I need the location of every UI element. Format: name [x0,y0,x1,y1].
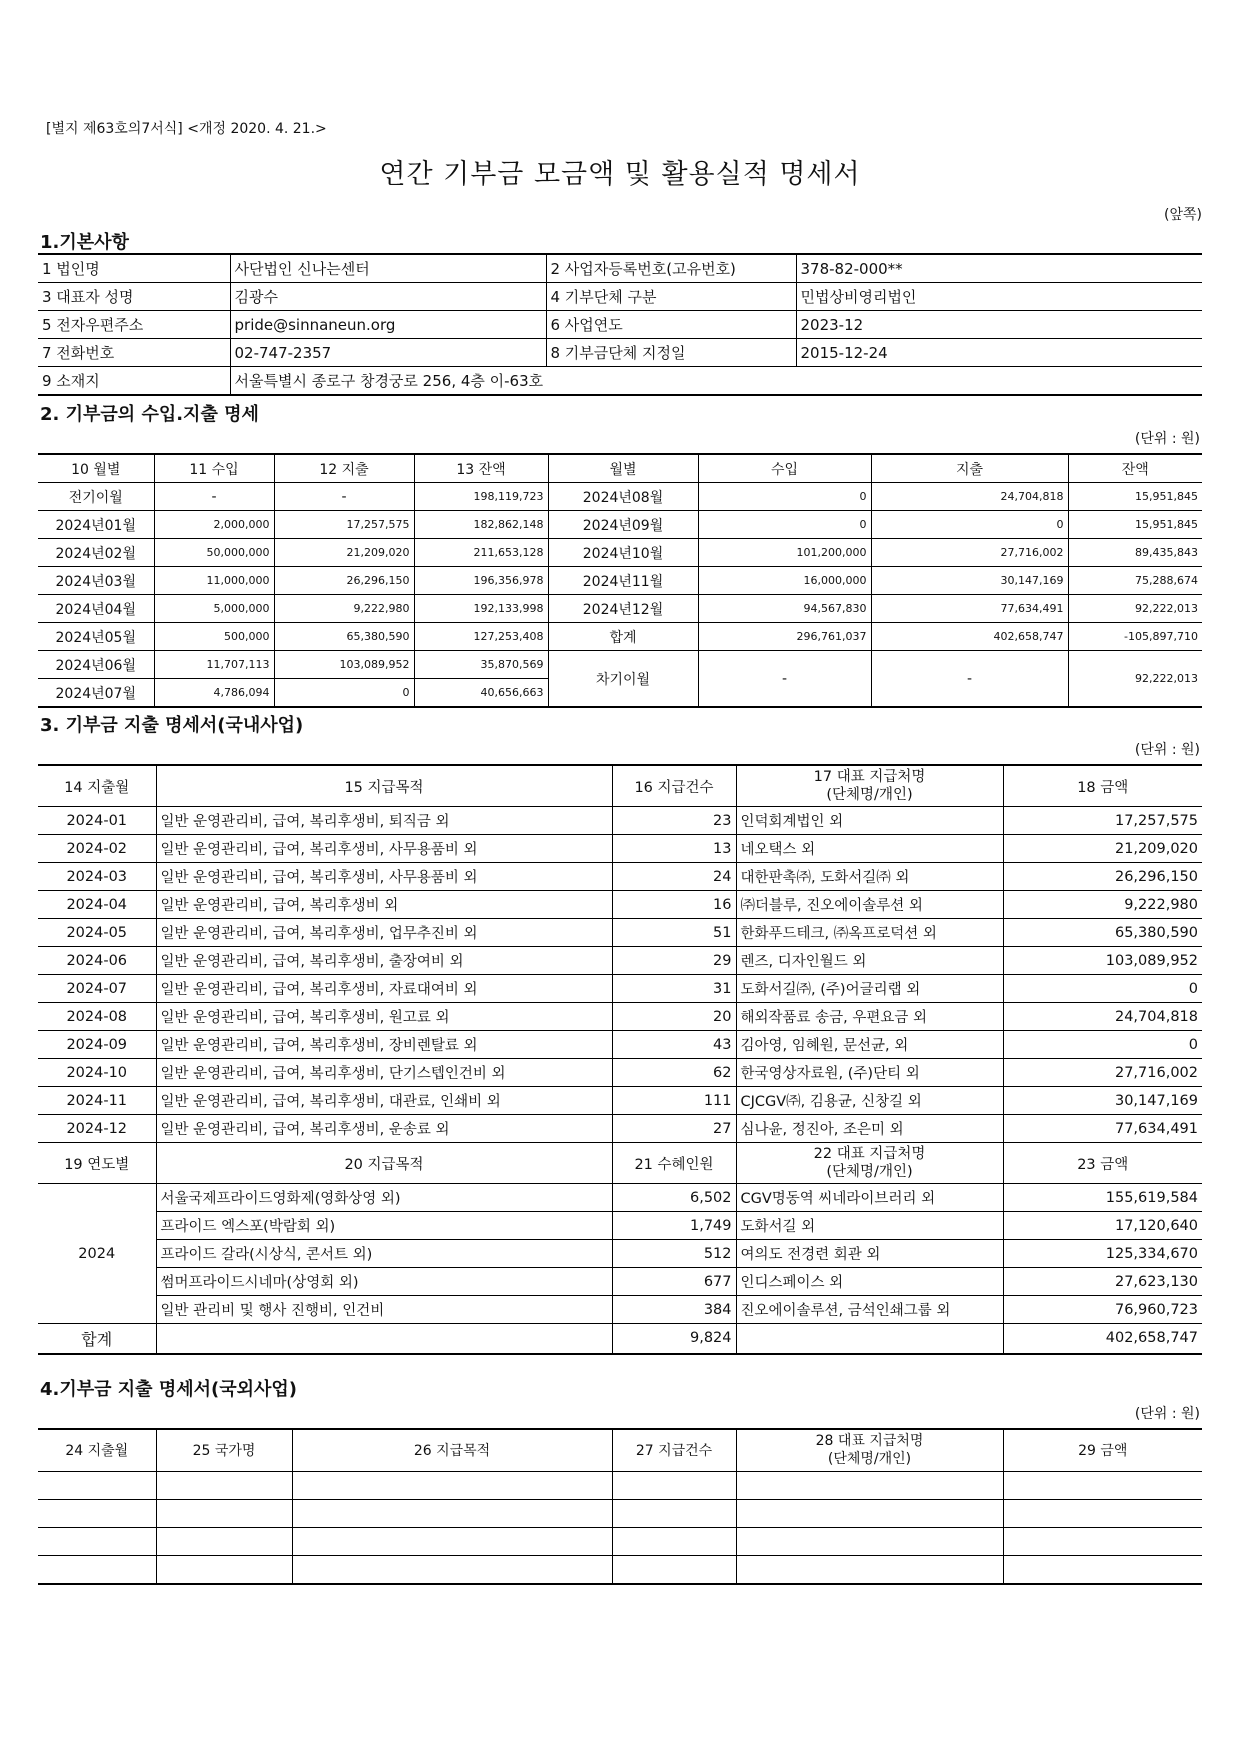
yearly-count: 677 [612,1268,736,1296]
foreign-empty-row [38,1499,1202,1527]
income-value-right: 15,951,845 [1068,511,1202,539]
expense-count: 51 [612,919,736,947]
domestic-row [38,835,1202,863]
expense-amount: 103,089,952 [1003,947,1202,975]
section-foreign-title: 4.기부금 지출 명세서(국외사업) [40,1379,298,1400]
income-value-right: 15,951,845 [1068,483,1202,511]
income-header-cell: 11 수입 [154,454,274,483]
income-value: 500,000 [154,623,274,651]
yearly-payee: 여의도 전경련 회관 외 [736,1240,1003,1268]
foreign-empty-row [38,1555,1202,1584]
expense-purpose: 일반 운영관리비, 급여, 복리후생비, 퇴직금 외 [156,807,612,835]
income-month: 2024년03월 [38,567,154,595]
yearly-amount: 155,619,584 [1003,1184,1202,1212]
domestic-header-cell: 20 지급목적 [156,1143,612,1184]
yearly-count: 1,749 [612,1212,736,1240]
expense-count: 62 [612,1059,736,1087]
section-income-title: 2. 기부금의 수입.지출 명세 [40,404,259,425]
income-month-right: 2024년10월 [548,539,698,567]
value-designation-date: 2015-12-24 [796,339,1202,367]
expense-payee: 김아영, 임혜원, 문선균, 외 [736,1031,1003,1059]
header-line: 17 대표 지급처명 [813,769,926,785]
yearly-row [38,1296,1202,1324]
value-rep-name: 김광수 [230,283,546,311]
foreign-empty-cell [1003,1499,1202,1527]
yearly-amount: 17,120,640 [1003,1212,1202,1240]
expense-purpose: 일반 운영관리비, 급여, 복리후생비, 대관료, 인쇄비 외 [156,1087,612,1115]
income-value-right: 75,288,674 [1068,567,1202,595]
expense-count: 111 [612,1087,736,1115]
expense-payee: 도화서길㈜, (주)어글리랩 외 [736,975,1003,1003]
income-value-right: 0 [698,483,871,511]
income-value-right: 92,222,013 [1068,651,1202,708]
yearly-row [38,1212,1202,1240]
expense-month: 2024-06 [38,947,156,975]
expense-count: 43 [612,1031,736,1059]
income-value: 21,209,020 [274,539,414,567]
expense-month: 2024-11 [38,1087,156,1115]
income-value-right: 94,567,830 [698,595,871,623]
income-value: 5,000,000 [154,595,274,623]
yearly-count: 512 [612,1240,736,1268]
income-value: 2,000,000 [154,511,274,539]
value-fiscal-year: 2023-12 [796,311,1202,339]
expense-purpose: 일반 운영관리비, 급여, 복리후생비, 사무용품비 외 [156,835,612,863]
expense-payee: 네오택스 외 [736,835,1003,863]
domestic-row [38,891,1202,919]
label-phone: 7 전화번호 [38,339,230,367]
domestic-row [38,1031,1202,1059]
income-value: 182,862,148 [414,511,548,539]
income-row [38,595,1202,623]
domestic-header-cell: 15 지급목적 [156,765,612,807]
income-value: 9,222,980 [274,595,414,623]
foreign-empty-cell [156,1499,292,1527]
expense-payee: 심나윤, 정진아, 조은미 외 [736,1115,1003,1143]
expense-amount: 21,209,020 [1003,835,1202,863]
yearly-amount: 125,334,670 [1003,1240,1202,1268]
domestic-header-cell: 18 금액 [1003,765,1202,807]
income-value: - [274,483,414,511]
income-month-right: 합계 [548,623,698,651]
value-phone: 02-747-2357 [230,339,546,367]
foreign-empty-cell [1003,1555,1202,1584]
expense-month: 2024-12 [38,1115,156,1143]
foreign-header-cell [736,1429,1003,1471]
expense-amount: 24,704,818 [1003,1003,1202,1031]
income-value: 103,089,952 [274,651,414,679]
value-address: 서울특별시 종로구 창경궁로 256, 4층 이-63호 [230,367,1202,396]
form-reference: [별지 제63호의7서식] <개정 2020. 4. 21.> [46,121,327,137]
foreign-empty-cell [292,1555,612,1584]
income-header-cell: 잔액 [1068,454,1202,483]
foreign-table [38,1428,1202,1585]
income-value: 192,133,998 [414,595,548,623]
expense-purpose: 일반 운영관리비, 급여, 복리후생비, 사무용품비 외 [156,863,612,891]
foreign-header-cell: 27 지급건수 [612,1429,736,1471]
section-domestic-title: 3. 기부금 지출 명세서(국내사업) [40,715,304,736]
foreign-empty-cell [156,1527,292,1555]
income-unit: (단위 : 원) [1134,431,1200,447]
expense-purpose: 일반 운영관리비, 급여, 복리후생비, 운송료 외 [156,1115,612,1143]
expense-count: 13 [612,835,736,863]
foreign-empty-cell [612,1471,736,1499]
yearly-purpose: 프라이드 엑스포(박람회 외) [156,1212,612,1240]
income-value: 211,653,128 [414,539,548,567]
total-purpose-empty [156,1324,612,1354]
domestic-header-cell [736,765,1003,807]
income-value-right: -105,897,710 [1068,623,1202,651]
yearly-payee: 인디스페이스 외 [736,1268,1003,1296]
income-header-cell: 월별 [548,454,698,483]
total-label: 합계 [38,1324,156,1354]
foreign-empty-cell [38,1555,156,1584]
income-value: - [154,483,274,511]
income-row [38,511,1202,539]
income-value-right: - [698,651,871,708]
expense-amount: 27,716,002 [1003,1059,1202,1087]
income-value: 0 [274,679,414,708]
domestic-row [38,1115,1202,1143]
yearly-row [38,1240,1202,1268]
income-row [38,483,1202,511]
income-value: 40,656,663 [414,679,548,708]
domestic-row [38,807,1202,835]
foreign-header-cell: 26 지급목적 [292,1429,612,1471]
income-value-right: 296,761,037 [698,623,871,651]
expense-month: 2024-08 [38,1003,156,1031]
income-header-cell: 지출 [871,454,1068,483]
expense-count: 29 [612,947,736,975]
domestic-header-cell: 21 수혜인원 [612,1143,736,1184]
income-value-right: - [871,651,1068,708]
income-value-right: 92,222,013 [1068,595,1202,623]
expense-amount: 0 [1003,975,1202,1003]
income-header-cell: 12 지출 [274,454,414,483]
income-month-right: 2024년12월 [548,595,698,623]
front-side-mark: (앞쪽) [1164,207,1202,223]
foreign-unit: (단위 : 원) [1134,1406,1200,1422]
header-line: 22 대표 지급처명 [813,1146,926,1162]
yearly-count: 6,502 [612,1184,736,1212]
expense-amount: 30,147,169 [1003,1087,1202,1115]
income-value-right: 0 [871,511,1068,539]
foreign-empty-cell [292,1527,612,1555]
expense-purpose: 일반 운영관리비, 급여, 복리후생비, 원고료 외 [156,1003,612,1031]
income-month: 2024년07월 [38,679,154,708]
label-designation-date: 8 기부금단체 지정일 [546,339,796,367]
label-address: 9 소재지 [38,367,230,396]
yearly-payee: 도화서길 외 [736,1212,1003,1240]
income-month: 2024년01월 [38,511,154,539]
income-value: 17,257,575 [274,511,414,539]
expense-month: 2024-05 [38,919,156,947]
expense-month: 2024-04 [38,891,156,919]
total-payee-empty [736,1324,1003,1354]
yearly-purpose: 서울국제프라이드영화제(영화상영 외) [156,1184,612,1212]
label-org-type: 4 기부단체 구분 [546,283,796,311]
expense-count: 20 [612,1003,736,1031]
label-corp-name: 1 법인명 [38,254,230,283]
expense-purpose: 일반 운영관리비, 급여, 복리후생비, 장비렌탈료 외 [156,1031,612,1059]
value-biz-number: 378-82-000** [796,254,1202,283]
value-org-type: 민법상비영리법인 [796,283,1202,311]
income-header-cell: 13 잔액 [414,454,548,483]
expense-month: 2024-01 [38,807,156,835]
expense-payee: 해외작품료 송금, 우편요금 외 [736,1003,1003,1031]
total-amount: 402,658,747 [1003,1324,1202,1354]
foreign-empty-cell [736,1555,1003,1584]
income-value: 127,253,408 [414,623,548,651]
total-row [38,1324,1202,1354]
expense-count: 24 [612,863,736,891]
income-value-right: 402,658,747 [871,623,1068,651]
foreign-empty-cell [612,1555,736,1584]
income-month: 2024년06월 [38,651,154,679]
expense-count: 27 [612,1115,736,1143]
expense-amount: 9,222,980 [1003,891,1202,919]
expense-payee: ㈜더블루, 진오에이솔루션 외 [736,891,1003,919]
expense-count: 16 [612,891,736,919]
header-line: 28 대표 지급처명 [815,1433,924,1450]
header-line: (단체명/개인) [826,1164,913,1180]
income-value: 11,707,113 [154,651,274,679]
income-value-right: 30,147,169 [871,567,1068,595]
foreign-empty-cell [1003,1471,1202,1499]
yearly-purpose: 썸머프라이드시네마(상영회 외) [156,1268,612,1296]
foreign-empty-cell [1003,1527,1202,1555]
income-month: 2024년05월 [38,623,154,651]
income-value: 4,786,094 [154,679,274,708]
expense-amount: 77,634,491 [1003,1115,1202,1143]
foreign-header-row [38,1429,1202,1471]
income-value-right: 77,634,491 [871,595,1068,623]
income-value-right: 24,704,818 [871,483,1068,511]
domestic-table [38,764,1202,1355]
foreign-empty-cell [612,1527,736,1555]
yearly-amount: 27,623,130 [1003,1268,1202,1296]
expense-purpose: 일반 운영관리비, 급여, 복리후생비, 단기스텝인건비 외 [156,1059,612,1087]
expense-month: 2024-03 [38,863,156,891]
yearly-header-row [38,1143,1202,1184]
yearly-row [38,1268,1202,1296]
expense-month: 2024-02 [38,835,156,863]
domestic-unit: (단위 : 원) [1134,742,1200,758]
foreign-empty-row [38,1527,1202,1555]
foreign-empty-cell [38,1499,156,1527]
domestic-header-cell [736,1143,1003,1184]
foreign-header-cell: 24 지출월 [38,1429,156,1471]
header-line: (단체명/개인) [827,1451,912,1468]
basic-info-table [38,253,1202,396]
expense-amount: 17,257,575 [1003,807,1202,835]
expense-count: 23 [612,807,736,835]
expense-payee: 인덕회계법인 외 [736,807,1003,835]
income-row [38,567,1202,595]
expense-amount: 26,296,150 [1003,863,1202,891]
yearly-year: 2024 [38,1184,156,1324]
foreign-empty-cell [156,1471,292,1499]
expense-amount: 0 [1003,1031,1202,1059]
expense-payee: CJCGV㈜, 김용균, 신창길 외 [736,1087,1003,1115]
foreign-empty-cell [736,1471,1003,1499]
foreign-empty-row [38,1471,1202,1499]
income-header-cell: 수입 [698,454,871,483]
label-biz-number: 2 사업자등록번호(고유번호) [546,254,796,283]
expense-payee: 한국영상자료원, (주)단티 외 [736,1059,1003,1087]
section-basic-title: 1.기본사항 [40,232,129,253]
foreign-empty-cell [612,1499,736,1527]
yearly-amount: 76,960,723 [1003,1296,1202,1324]
expense-amount: 65,380,590 [1003,919,1202,947]
expense-purpose: 일반 운영관리비, 급여, 복리후생비, 업무추진비 외 [156,919,612,947]
income-value: 11,000,000 [154,567,274,595]
domestic-header-cell: 14 지출월 [38,765,156,807]
income-month-right: 차기이월 [548,651,698,708]
income-value-right: 16,000,000 [698,567,871,595]
foreign-header-cell: 29 금액 [1003,1429,1202,1471]
expense-month: 2024-10 [38,1059,156,1087]
domestic-header-cell: 19 연도별 [38,1143,156,1184]
expense-payee: 한화푸드테크, ㈜옥프로덕션 외 [736,919,1003,947]
label-rep-name: 3 대표자 성명 [38,283,230,311]
expense-payee: 대한판촉㈜, 도화서길㈜ 외 [736,863,1003,891]
foreign-empty-cell [38,1471,156,1499]
domestic-row [38,1003,1202,1031]
domestic-header-row [38,765,1202,807]
income-table [38,453,1202,708]
foreign-empty-cell [736,1527,1003,1555]
income-month: 2024년04월 [38,595,154,623]
label-email: 5 전자우편주소 [38,311,230,339]
domestic-row [38,1059,1202,1087]
income-row [38,623,1202,651]
income-value: 198,119,723 [414,483,548,511]
header-line: (단체명/개인) [826,787,913,803]
foreign-empty-cell [156,1555,292,1584]
expense-payee: 렌즈, 디자인월드 외 [736,947,1003,975]
yearly-purpose: 일반 관리비 및 행사 진행비, 인건비 [156,1296,612,1324]
yearly-payee: 진오에이솔루션, 금석인쇄그룹 외 [736,1296,1003,1324]
value-corp-name: 사단법인 신나는센터 [230,254,546,283]
yearly-purpose: 프라이드 갈라(시상식, 콘서트 외) [156,1240,612,1268]
foreign-empty-cell [38,1527,156,1555]
income-month-right: 2024년09월 [548,511,698,539]
domestic-row [38,863,1202,891]
value-email: pride@sinnaneun.org [230,311,546,339]
income-value-right: 0 [698,511,871,539]
page-title: 연간 기부금 모금액 및 활용실적 명세서 [379,159,861,190]
income-month-right: 2024년08월 [548,483,698,511]
income-value: 50,000,000 [154,539,274,567]
expense-purpose: 일반 운영관리비, 급여, 복리후생비 외 [156,891,612,919]
domestic-row [38,919,1202,947]
income-value: 65,380,590 [274,623,414,651]
domestic-row [38,1087,1202,1115]
foreign-empty-cell [736,1499,1003,1527]
foreign-header-cell: 25 국가명 [156,1429,292,1471]
domestic-header-cell: 16 지급건수 [612,765,736,807]
label-fiscal-year: 6 사업연도 [546,311,796,339]
income-value-right: 89,435,843 [1068,539,1202,567]
expense-month: 2024-09 [38,1031,156,1059]
income-month: 2024년02월 [38,539,154,567]
income-value: 196,356,978 [414,567,548,595]
foreign-empty-cell [292,1499,612,1527]
income-row [38,651,1202,679]
total-count: 9,824 [612,1324,736,1354]
expense-purpose: 일반 운영관리비, 급여, 복리후생비, 출장여비 외 [156,947,612,975]
income-header-cell: 10 월별 [38,454,154,483]
expense-month: 2024-07 [38,975,156,1003]
foreign-empty-cell [292,1471,612,1499]
income-value-right: 27,716,002 [871,539,1068,567]
income-value: 35,870,569 [414,651,548,679]
income-row [38,539,1202,567]
income-value-right: 101,200,000 [698,539,871,567]
income-header-row [38,454,1202,483]
yearly-payee: CGV명동역 씨네라이브러리 외 [736,1184,1003,1212]
income-month-right: 2024년11월 [548,567,698,595]
expense-purpose: 일반 운영관리비, 급여, 복리후생비, 자료대여비 외 [156,975,612,1003]
domestic-row [38,947,1202,975]
income-month: 전기이월 [38,483,154,511]
domestic-row [38,975,1202,1003]
expense-count: 31 [612,975,736,1003]
income-value: 26,296,150 [274,567,414,595]
yearly-count: 384 [612,1296,736,1324]
yearly-row [38,1184,1202,1212]
domestic-header-cell: 23 금액 [1003,1143,1202,1184]
